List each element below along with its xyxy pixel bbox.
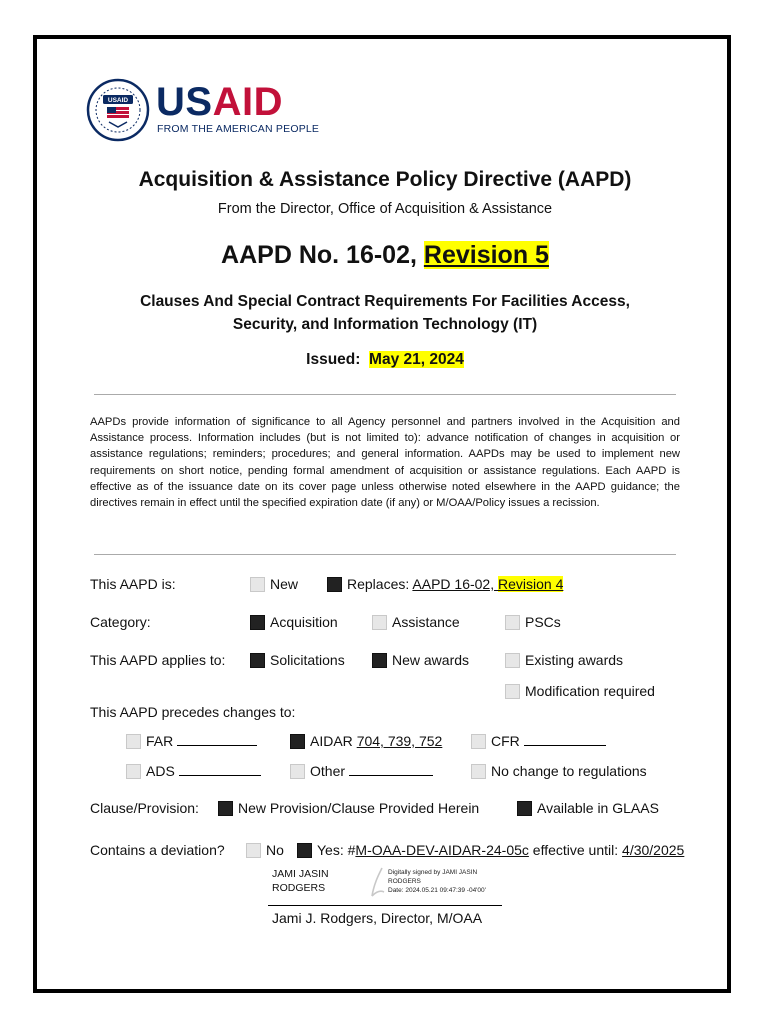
modification-option[interactable]: Modification required (505, 683, 655, 699)
cfr-checkbox[interactable] (471, 734, 486, 749)
existing-awards-checkbox[interactable] (505, 653, 520, 668)
seal-text: USAID (107, 97, 129, 104)
deviation-no-checkbox[interactable] (246, 843, 261, 858)
usaid-wordmark: USAID (156, 80, 283, 124)
other-blank[interactable] (349, 775, 433, 776)
issued-date: Issued: May 21, 2024 (306, 351, 464, 368)
modification-checkbox[interactable] (505, 684, 520, 699)
no-change-checkbox[interactable] (471, 764, 486, 779)
divider (94, 554, 676, 555)
signature-caption: Jami J. Rodgers, Director, M/OAA (272, 910, 483, 926)
aidar-option[interactable]: AIDAR 704, 739, 752 (290, 733, 442, 749)
new-provision-checkbox[interactable] (218, 801, 233, 816)
ads-blank[interactable] (179, 775, 261, 776)
signer-name: JAMI JASIN RODGERS (272, 868, 329, 894)
signature-line (268, 905, 502, 906)
usaid-seal-icon (86, 78, 150, 142)
category-label: Category: (90, 614, 151, 630)
deviation-yes-option[interactable]: Yes: #M-OAA-DEV-AIDAR-24-05c effective until: 4/30/2025 (297, 842, 684, 858)
signature-mark-icon (368, 866, 388, 900)
document-title: Acquisition & Assistance Policy Directive (AAPD) (138, 168, 632, 191)
usaid-tagline: FROM THE AMERICAN PEOPLE (157, 123, 320, 135)
solicitations-checkbox[interactable] (250, 653, 265, 668)
precedes-label: This AAPD precedes changes to: (90, 704, 296, 720)
aapd-is-label: This AAPD is: (90, 576, 176, 592)
digital-signature-details: Digitally signed by JAMI JASIN RODGERS Date: 2024.05.21 09:47:39 -04'00' (388, 869, 486, 894)
clause-provision-label: Clause/Provision: (90, 800, 199, 816)
replaces-option[interactable]: Replaces: AAPD 16-02, Revision 4 (327, 576, 563, 592)
document-subtitle: From the Director, Office of Acquisition & Assistance (217, 201, 553, 217)
replaces-reference: AAPD 16-02, Revision 4 (412, 576, 564, 592)
far-blank[interactable] (177, 745, 257, 746)
pscs-option[interactable]: PSCs (505, 614, 561, 630)
new-awards-option[interactable]: New awards (372, 652, 469, 668)
deviation-yes-checkbox[interactable] (297, 843, 312, 858)
revision-highlight: Revision 5 (423, 241, 549, 269)
other-checkbox[interactable] (290, 764, 305, 779)
replaces-checkbox[interactable] (327, 577, 342, 592)
deviation-label: Contains a deviation? (90, 842, 225, 858)
new-checkbox[interactable] (250, 577, 265, 592)
deviation-number: M-OAA-DEV-AIDAR-24-05c (355, 842, 529, 858)
other-option[interactable]: Other (290, 763, 433, 779)
effective-date: 4/30/2025 (622, 842, 685, 858)
applies-to-label: This AAPD applies to: (90, 652, 226, 668)
deviation-no-option[interactable]: No (246, 842, 284, 858)
ads-checkbox[interactable] (126, 764, 141, 779)
acquisition-option[interactable]: Acquisition (250, 614, 338, 630)
assistance-option[interactable]: Assistance (372, 614, 460, 630)
new-option[interactable]: New (250, 576, 298, 592)
glaas-option[interactable]: Available in GLAAS (517, 800, 659, 816)
far-option[interactable]: FAR (126, 733, 257, 749)
new-awards-checkbox[interactable] (372, 653, 387, 668)
solicitations-option[interactable]: Solicitations (250, 652, 345, 668)
aapd-subject: Clauses And Special Contract Requirements For Facilities Access, Security, and Information Technology (IT) (140, 293, 630, 333)
aidar-parts: 704, 739, 752 (356, 733, 443, 749)
far-checkbox[interactable] (126, 734, 141, 749)
pscs-checkbox[interactable] (505, 615, 520, 630)
divider (94, 394, 676, 395)
aapd-number: AAPD No. 16-02, Revision 5 (221, 241, 549, 269)
cfr-blank[interactable] (524, 745, 606, 746)
acquisition-checkbox[interactable] (250, 615, 265, 630)
ads-option[interactable]: ADS (126, 763, 261, 779)
assistance-checkbox[interactable] (372, 615, 387, 630)
aidar-checkbox[interactable] (290, 734, 305, 749)
issued-date-value: May 21, 2024 (369, 351, 464, 368)
intro-paragraph: AAPDs provide information of significance to all Agency personnel and partners involved in the Acquisition and Assistance process. Information includes (but is not limited to): advance notification of changes in acquisition or assistance regulations; reminders; procedures; and general information. AAPDs may be used to implement new requirements on short notice, pending formal amendment of acquisition or assistance regulations. Each AAPD is effective as of the issuance date on its cover page unless otherwise noted elsewhere in the AAPD guidance; the directives remain in effect until the specified expiration date (if any) or M/OAA/Policy issues a recission. (90, 416, 680, 510)
glaas-checkbox[interactable] (517, 801, 532, 816)
no-change-option[interactable]: No change to regulations (471, 763, 647, 779)
cfr-option[interactable]: CFR (471, 733, 606, 749)
new-provision-option[interactable]: New Provision/Clause Provided Herein (218, 800, 479, 816)
existing-awards-option[interactable]: Existing awards (505, 652, 623, 668)
